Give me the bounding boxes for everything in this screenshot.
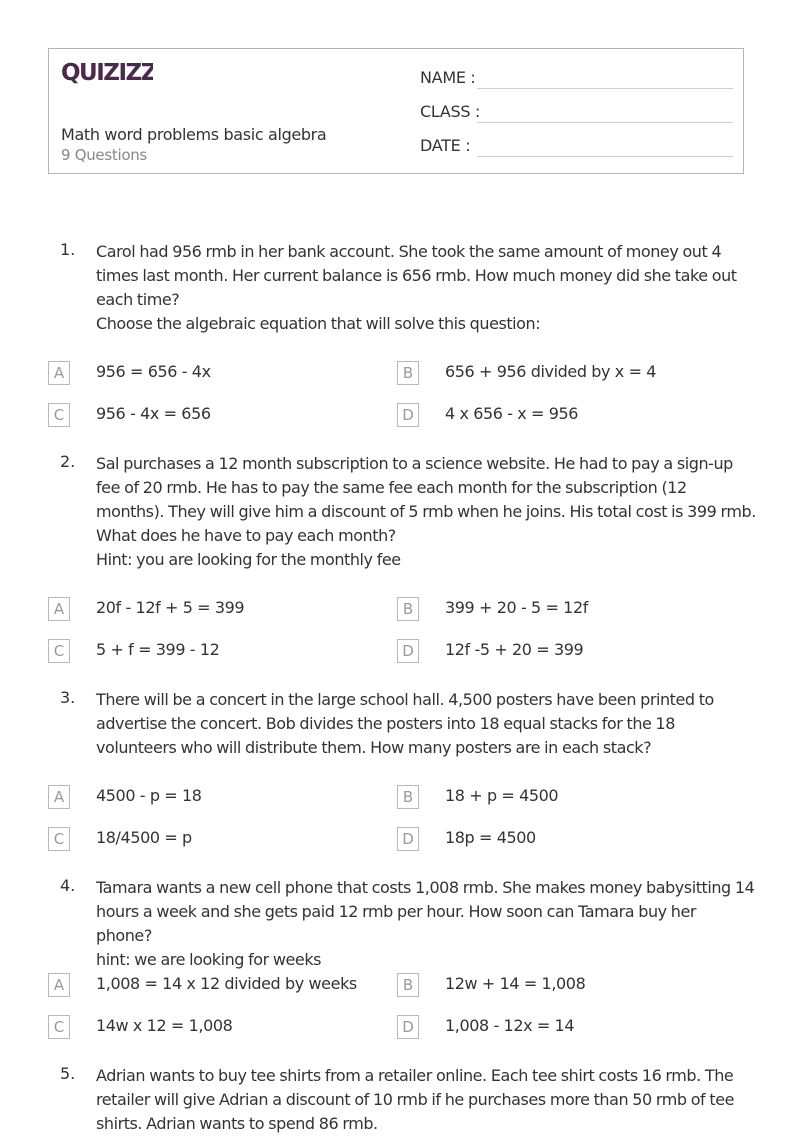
option-text: 12w + 14 = 1,008: [445, 974, 586, 993]
class-label: CLASS :: [420, 102, 481, 121]
worksheet-title: Math word problems basic algebra: [61, 125, 327, 144]
option-text: 4 x 656 - x = 956: [445, 404, 579, 423]
option-letter: D: [397, 403, 419, 427]
name-label: NAME :: [420, 68, 476, 87]
date-field[interactable]: [420, 136, 733, 158]
option-text: 956 - 4x = 656: [96, 404, 211, 423]
option-text: 18/4500 = p: [96, 828, 192, 847]
question-number: 4.: [60, 876, 76, 895]
question-number: 3.: [60, 688, 76, 707]
option-letter: D: [397, 639, 419, 663]
svg-text:QUIZIZZ: QUIZIZZ: [61, 60, 153, 85]
option-text: 1,008 - 12x = 14: [445, 1016, 575, 1035]
option-text: 12f -5 + 20 = 399: [445, 640, 584, 659]
date-line[interactable]: [477, 156, 733, 157]
option-letter: C: [48, 639, 70, 663]
option-text: 1,008 = 14 x 12 divided by weeks: [96, 974, 357, 993]
question-text: There will be a concert in the large school hall. 4,500 posters have been printed to advertise the concert. Bob divides the posters into 18 equal stacks for the 18 volunteers who will distribute them. How many posters are in each stack?: [96, 690, 714, 757]
question-text: Sal purchases a 12 month subscription to a science website. He had to pay a sign-up fee of 20 rmb. He has to pay the same fee each month for the subscription (12 months). They will give him a discount of 5 rmb when he joins. His total cost is 399 rmb. What does he have to pay each month? Hint: you are looking for the monthly fee: [96, 454, 756, 569]
option-letter: B: [397, 973, 419, 997]
option-letter: D: [397, 827, 419, 851]
option-text: 956 = 656 - 4x: [96, 362, 211, 381]
question-text: Adrian wants to buy tee shirts from a retailer online. Each tee shirt costs 16 rmb. The retailer will give Adrian a discount of 10 rmb if he purchases more than 50 rmb of tee shirts. Adrian wants to spend 86 rmb.: [96, 1066, 734, 1133]
option-letter: B: [397, 361, 419, 385]
option-text: 656 + 956 divided by x = 4: [445, 362, 657, 381]
option-letter: C: [48, 403, 70, 427]
option-letter: A: [48, 597, 70, 621]
quizizz-logo: [61, 59, 153, 89]
option-letter: B: [397, 597, 419, 621]
question-text: Tamara wants a new cell phone that costs 1,008 rmb. She makes money babysitting 14 hours a week and she gets paid 12 rmb per hour. How soon can Tamara buy her phone? hint: we are looking for weeks: [96, 878, 755, 969]
option-letter: A: [48, 785, 70, 809]
worksheet-header: [48, 48, 744, 174]
option-letter: D: [397, 1015, 419, 1039]
question-number: 5.: [60, 1064, 76, 1083]
option-text: 18p = 4500: [445, 828, 536, 847]
date-label: DATE :: [420, 136, 471, 155]
question-text: Carol had 956 rmb in her bank account. She took the same amount of money out 4 times last month. Her current balance is 656 rmb. How much money did she take out each time? Choose the algebraic equation that will solve this question:: [96, 242, 737, 333]
option-letter: C: [48, 827, 70, 851]
option-text: 18 + p = 4500: [445, 786, 559, 805]
option-text: 14w x 12 = 1,008: [96, 1016, 233, 1035]
option-letter: C: [48, 1015, 70, 1039]
option-letter: A: [48, 973, 70, 997]
option-letter: A: [48, 361, 70, 385]
name-field[interactable]: [420, 68, 733, 90]
class-field[interactable]: [420, 102, 733, 124]
option-text: 4500 - p = 18: [96, 786, 202, 805]
quizizz-logo-mark: [61, 59, 153, 85]
name-line[interactable]: [477, 88, 733, 89]
option-text: 399 + 20 - 5 = 12f: [445, 598, 588, 617]
option-text: 20f - 12f + 5 = 399: [96, 598, 245, 617]
option-text: 5 + f = 399 - 12: [96, 640, 220, 659]
question-number: 1.: [60, 240, 76, 259]
class-line[interactable]: [477, 122, 733, 123]
question-count: 9 Questions: [61, 146, 147, 164]
option-letter: B: [397, 785, 419, 809]
question-number: 2.: [60, 452, 76, 471]
